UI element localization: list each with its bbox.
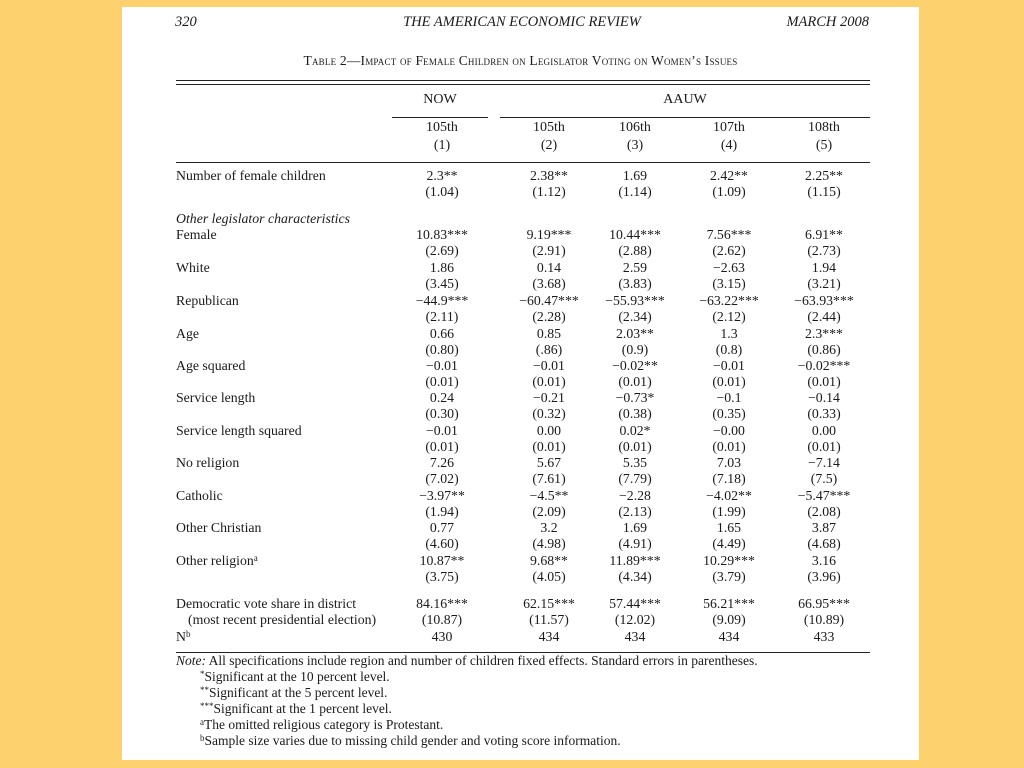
coefficient-cell: 1.86 (429, 260, 455, 275)
standard-error-cell: (2.34) (618, 309, 652, 324)
standard-error-cell: (1.14) (618, 184, 652, 199)
coefficient-cell: 1.3 (720, 326, 738, 341)
standard-error-cell: (4.49) (712, 536, 746, 551)
standard-error-cell: (0.8) (715, 342, 743, 357)
column-header-congress: 105th (533, 120, 565, 135)
standard-error-cell: (4.98) (532, 536, 566, 551)
row-label-text: Service length (176, 390, 256, 405)
coefficient-cell: 0.66 (429, 326, 455, 341)
standard-error-cell: (10.89) (803, 612, 845, 627)
row-label (176, 326, 199, 342)
row-label (176, 488, 223, 504)
coefficient-cell: −0.01 (426, 423, 458, 438)
footnote-mark: a (200, 717, 204, 727)
row-label-continued: (most recent presidential election) (188, 612, 377, 627)
note-main (176, 653, 758, 669)
coefficient-cell: −0.73* (615, 390, 655, 405)
standard-error-cell: (2.69) (425, 243, 459, 258)
row-label-text: No religion (176, 455, 240, 470)
coefficient-cell: 3.16 (811, 553, 837, 568)
coefficient-cell: 1.65 (716, 520, 742, 535)
coefficient-cell: 0.24 (429, 390, 455, 405)
coefficient-cell: 1.94 (811, 260, 837, 275)
coefficient-cell: 434 (624, 629, 646, 644)
coefficient-cell: 5.35 (622, 455, 648, 470)
coefficient-cell: −63.93*** (794, 293, 854, 308)
table-rule (176, 162, 870, 163)
footnote-text: Significant at the 5 percent level. (209, 685, 388, 700)
standard-error-cell: (3.83) (618, 276, 652, 291)
footnote (176, 701, 758, 717)
coefficient-cell: 62.15*** (523, 596, 575, 611)
standard-error-cell: (3.15) (712, 276, 746, 291)
standard-error-cell: (0.38) (618, 406, 652, 421)
coefficient-cell: 1.69 (622, 168, 648, 183)
standard-error-cell: (0.01) (712, 439, 746, 454)
coefficient-cell: 0.02* (619, 423, 651, 438)
journal-name: THE AMERICAN ECONOMIC REVIEW (403, 14, 641, 30)
standard-error-cell: (1.12) (532, 184, 566, 199)
standard-error-cell: (1.94) (425, 504, 459, 519)
row-label-text: Age (176, 326, 199, 341)
standard-error-cell: (7.5) (810, 471, 838, 486)
standard-error-cell: (2.08) (807, 504, 841, 519)
column-header-congress: 106th (619, 120, 651, 135)
row-label-text: Other religion (176, 553, 254, 568)
standard-error-cell: (3.79) (712, 569, 746, 584)
table-title-prefix: Table 2 (303, 53, 347, 68)
standard-error-cell: (2.13) (618, 504, 652, 519)
coefficient-cell: 2.3*** (805, 326, 843, 341)
standard-error-cell: (0.01) (807, 439, 841, 454)
standard-error-cell: (12.02) (614, 612, 656, 627)
column-header-number: (5) (815, 138, 833, 153)
coefficient-cell: 434 (718, 629, 740, 644)
standard-error-cell: (3.68) (532, 276, 566, 291)
coefficient-cell: 10.29*** (703, 553, 755, 568)
coefficient-cell: −0.02** (612, 358, 658, 373)
row-label-text: N (176, 629, 186, 644)
coefficient-cell: 7.26 (429, 455, 455, 470)
standard-error-cell: (0.80) (425, 342, 459, 357)
coefficient-cell: 2.25** (805, 168, 843, 183)
coefficient-cell: 2.38** (530, 168, 568, 183)
coefficient-cell: −0.14 (808, 390, 840, 405)
group-rule-now (392, 117, 488, 118)
standard-error-cell: (3.75) (425, 569, 459, 584)
coefficient-cell: −4.02** (706, 488, 752, 503)
coefficient-cell: −63.22*** (699, 293, 759, 308)
column-header-congress: 108th (808, 120, 840, 135)
standard-error-cell: (1.99) (712, 504, 746, 519)
coefficient-cell: 0.14 (536, 260, 562, 275)
standard-error-cell: (2.09) (532, 504, 566, 519)
standard-error-cell: (0.01) (618, 439, 652, 454)
coefficient-cell: 57.44*** (609, 596, 661, 611)
standard-error-cell: (0.32) (532, 406, 566, 421)
coefficient-cell: −2.63 (713, 260, 745, 275)
coefficient-cell: 9.68** (530, 553, 568, 568)
table-notes (176, 653, 758, 749)
coefficient-cell: 6.91** (805, 227, 843, 242)
footnote-text: Significant at the 10 percent level. (204, 669, 390, 684)
coefficient-cell: 10.44*** (609, 227, 661, 242)
column-header-number: (3) (626, 138, 644, 153)
coefficient-cell: 430 (431, 629, 453, 644)
standard-error-cell: (2.88) (618, 243, 652, 258)
standard-error-cell: (0.01) (532, 374, 566, 389)
table-rule (176, 84, 870, 85)
coefficient-cell: 0.00 (811, 423, 837, 438)
standard-error-cell: (2.28) (532, 309, 566, 324)
standard-error-cell: (2.91) (532, 243, 566, 258)
row-label-text: Age squared (176, 358, 246, 373)
standard-error-cell: (0.86) (807, 342, 841, 357)
standard-error-cell: (0.01) (807, 374, 841, 389)
standard-error-cell: (0.01) (532, 439, 566, 454)
coefficient-cell: 56.21*** (703, 596, 755, 611)
coefficient-cell: −0.01 (713, 358, 745, 373)
journal-page (122, 7, 919, 760)
coefficient-cell: 3.2 (540, 520, 558, 535)
table-rule (176, 80, 870, 81)
coefficient-cell: −0.1 (716, 390, 742, 405)
coefficient-cell: −2.28 (619, 488, 651, 503)
standard-error-cell: (4.34) (618, 569, 652, 584)
standard-error-cell: (4.68) (807, 536, 841, 551)
standard-error-cell: (0.35) (712, 406, 746, 421)
footnote (176, 717, 758, 733)
coefficient-cell: 433 (813, 629, 835, 644)
coefficient-cell: −0.21 (533, 390, 565, 405)
row-label-text: White (176, 260, 210, 275)
footnote-mark: b (200, 733, 205, 743)
coefficient-cell: −60.47*** (519, 293, 579, 308)
coefficient-cell: −7.14 (808, 455, 840, 470)
coefficient-cell: 84.16*** (416, 596, 468, 611)
coefficient-cell: 5.67 (536, 455, 562, 470)
footnote-mark: *** (200, 701, 214, 711)
coefficient-cell: 0.77 (429, 520, 455, 535)
coefficient-cell: −55.93*** (605, 293, 665, 308)
coefficient-cell: 2.3** (426, 168, 458, 183)
coefficient-cell: 7.56*** (706, 227, 752, 242)
coefficient-cell: −0.02*** (797, 358, 851, 373)
issue-date: MARCH 2008 (786, 14, 869, 30)
column-header-number: (4) (720, 138, 738, 153)
column-header-congress: 107th (713, 120, 745, 135)
row-label (176, 260, 210, 276)
coefficient-cell: 11.89*** (609, 553, 661, 568)
row-label (176, 358, 245, 374)
coefficient-cell: 1.69 (622, 520, 648, 535)
column-header-number: (2) (540, 138, 558, 153)
standard-error-cell: (7.02) (425, 471, 459, 486)
page-number: 320 (175, 14, 197, 30)
standard-error-cell: (2.12) (712, 309, 746, 324)
row-label (176, 168, 326, 184)
standard-error-cell: (1.04) (425, 184, 459, 199)
standard-error-cell: (7.61) (532, 471, 566, 486)
row-label-text: Catholic (176, 488, 223, 503)
standard-error-cell: (10.87) (421, 612, 463, 627)
standard-error-cell: (3.21) (807, 276, 841, 291)
row-label-footnote-mark: b (185, 629, 191, 639)
footnote-text: Sample size varies due to missing child gender and voting score information. (204, 733, 621, 748)
row-label (176, 520, 261, 536)
coefficient-cell: 434 (538, 629, 560, 644)
standard-error-cell: (4.91) (618, 536, 652, 551)
footnote-mark: ** (200, 685, 209, 695)
coefficient-cell: −0.01 (426, 358, 458, 373)
coefficient-cell: 10.83*** (416, 227, 468, 242)
coefficient-cell: −0.01 (533, 358, 565, 373)
group-rule-aauw (500, 117, 870, 118)
row-label (176, 553, 258, 569)
row-label-text: Service length squared (176, 423, 302, 438)
standard-error-cell: (2.11) (425, 309, 459, 324)
coefficient-cell: 2.42** (710, 168, 748, 183)
coefficient-cell: 0.00 (536, 423, 562, 438)
note-text: All specifications include region and number of children fixed effects. Standard errors in parentheses. (206, 653, 758, 668)
standard-error-cell: (0.30) (425, 406, 459, 421)
standard-error-cell: (7.18) (712, 471, 746, 486)
row-label-text: Number of female children (176, 168, 326, 183)
footnote (176, 733, 758, 749)
standard-error-cell: (4.60) (425, 536, 459, 551)
row-label (176, 455, 239, 471)
column-header-number: (1) (433, 138, 451, 153)
coefficient-cell: −0.00 (713, 423, 745, 438)
coefficient-cell: 10.87** (419, 553, 465, 568)
row-label (176, 293, 239, 309)
table-title-text: —Impact of Female Children on Legislator Voting on Women’s Issues (346, 53, 738, 68)
section-label: Other legislator characteristics (176, 211, 350, 226)
coefficient-cell: 7.03 (716, 455, 742, 470)
row-label-text: Other Christian (176, 520, 262, 535)
footnote-text: Significant at the 1 percent level. (213, 701, 392, 716)
coefficient-cell: 2.03** (616, 326, 654, 341)
coefficient-cell: −5.47*** (797, 488, 851, 503)
row-label-text: Female (176, 227, 217, 242)
row-label (176, 390, 255, 406)
standard-error-cell: (11.57) (529, 612, 569, 627)
column-header-congress: 105th (426, 120, 458, 135)
group-header-aauw: AAUW (663, 92, 707, 107)
standard-error-cell: (2.73) (807, 243, 841, 258)
note-label: Note: (176, 653, 206, 668)
row-label (176, 629, 190, 645)
group-header-now: NOW (423, 92, 457, 107)
coefficient-cell: 3.87 (811, 520, 837, 535)
coefficient-cell: 9.19*** (526, 227, 572, 242)
standard-error-cell: (0.33) (807, 406, 841, 421)
standard-error-cell: (3.45) (425, 276, 459, 291)
coefficient-cell: −3.97** (419, 488, 465, 503)
standard-error-cell: (0.9) (621, 342, 649, 357)
coefficient-cell: 66.95*** (798, 596, 850, 611)
row-label (176, 227, 217, 243)
footnote (176, 685, 758, 701)
coefficient-cell: 2.59 (622, 260, 648, 275)
row-label-text: Democratic vote share in district (176, 596, 357, 611)
regression-table (176, 7, 870, 760)
standard-error-cell: (3.96) (807, 569, 841, 584)
standard-error-cell: (2.62) (712, 243, 746, 258)
standard-error-cell: (.86) (535, 342, 563, 357)
standard-error-cell: (2.44) (807, 309, 841, 324)
standard-error-cell: (0.01) (425, 374, 459, 389)
standard-error-cell: (4.05) (532, 569, 566, 584)
row-label-text: Republican (176, 293, 239, 308)
footnote (176, 669, 758, 685)
standard-error-cell: (1.09) (712, 184, 746, 199)
row-label (176, 596, 356, 612)
footnote-text: The omitted religious category is Protestant. (204, 717, 444, 732)
coefficient-cell: 0.85 (536, 326, 562, 341)
standard-error-cell: (0.01) (425, 439, 459, 454)
standard-error-cell: (0.01) (712, 374, 746, 389)
row-label (176, 423, 302, 439)
coefficient-cell: −4.5** (529, 488, 569, 503)
standard-error-cell: (1.15) (807, 184, 841, 199)
standard-error-cell: (9.09) (712, 612, 746, 627)
coefficient-cell: −44.9*** (415, 293, 469, 308)
standard-error-cell: (0.01) (618, 374, 652, 389)
row-label-footnote-mark: a (253, 553, 258, 563)
footnote-mark: * (200, 669, 205, 679)
standard-error-cell: (7.79) (618, 471, 652, 486)
